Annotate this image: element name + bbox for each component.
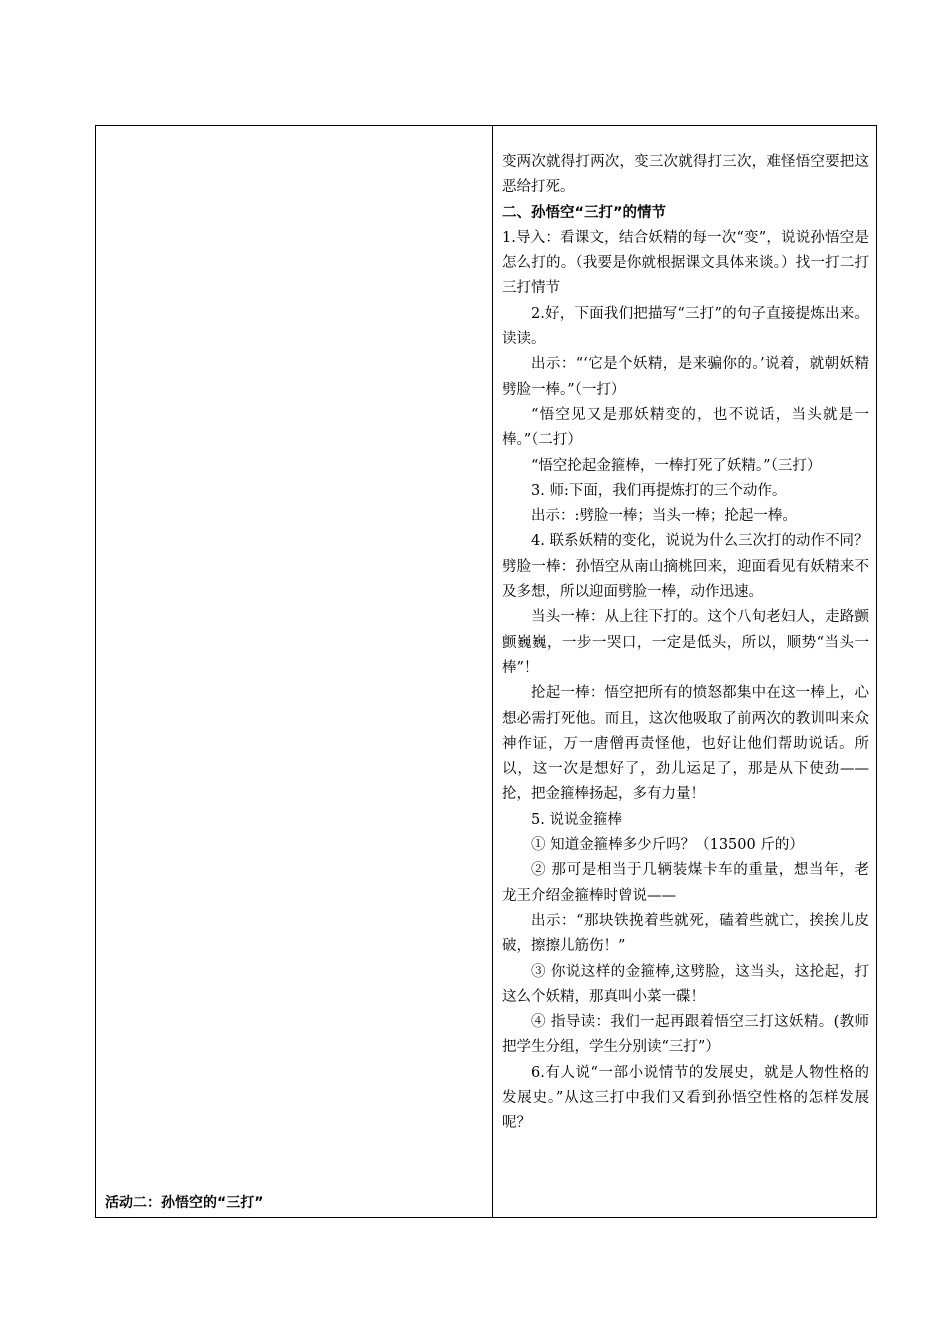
paragraph: 抡起一棒：悟空把所有的愤怒都集中在这一棒上，心想必需打死他。而且，这次他吸取了前两次的教训叫来众神作证，万一唐僧再责怪他，也好让他们帮助说话。所以，这一次是想好了，劲儿运足了，那是从下使劲——抡，把金箍棒扬起，多有力量！ bbox=[502, 685, 869, 803]
lesson-content bbox=[493, 126, 876, 1137]
paragraph: ④ 指导读：我们一起再跟着悟空三打这妖精。(教师把学生分组，学生分别读“三打”） bbox=[502, 1014, 869, 1056]
content-cell bbox=[493, 126, 877, 1218]
table-row bbox=[96, 126, 877, 1218]
paragraph: ③ 你说这样的金箍棒,这劈脸，这当头，这抡起，打这么个妖精，那真叫小菜一碟！ bbox=[502, 963, 869, 1005]
paragraph: ② 那可是相当于几辆装煤卡车的重量，想当年，老龙王介绍金箍棒时曾说—— bbox=[502, 862, 869, 904]
paragraph: ① 知道金箍棒多少斤吗？（13500 斤的） bbox=[531, 837, 804, 854]
paragraph: 5. 说说金箍棒 bbox=[531, 811, 622, 828]
paragraph: 当头一棒：从上往下打的。这个八旬老妇人，走路颤颤巍巍，一步一哭口，一定是低头，所以，顺势“当头一棒”！ bbox=[502, 609, 869, 676]
paragraph: 出示：“‘它是个妖精，是来骗你的。’说着，就朝妖精劈脸一棒。”（一打） bbox=[502, 356, 869, 398]
paragraph: “悟空抡起金箍棒，一棒打死了妖精。”（三打） bbox=[531, 457, 822, 474]
paragraph: 变两次就得打两次，变三次就得打三次，难怪悟空要把这恶给打死。 bbox=[502, 154, 869, 196]
activity-cell bbox=[96, 126, 493, 1218]
paragraph: 6.有人说“一部小说情节的发展史，就是人物性格的发展史。”从这三打中我们又看到孙悟空性格的怎样发展呢？ bbox=[502, 1064, 869, 1132]
paragraph: “悟空见又是那妖精变的，也不说话，当头就是一棒。”（二打） bbox=[502, 406, 869, 449]
activity-title: 活动二：孙悟空的“三打” bbox=[105, 1195, 264, 1211]
lesson-table bbox=[95, 125, 877, 1218]
paragraph: 4. 联系妖精的变化，说说为什么三次打的动作不同？ bbox=[531, 533, 869, 550]
paragraph: 2.好，下面我们把描写“三打”的句子直接提炼出来。读读。 bbox=[502, 305, 869, 348]
section-heading: 二、孙悟空“三打”的情节 bbox=[502, 204, 667, 221]
paragraph: 1.导入：看课文，结合妖精的每一次“变”，说说孙悟空是怎么打的。（我要是你就根据课文具体来谈。）找一打二打三打情节 bbox=[502, 229, 869, 297]
paragraph: 3. 师:下面，我们再提炼打的三个动作。 bbox=[531, 482, 787, 499]
paragraph: 出示：:劈脸一棒；当头一棒；抡起一棒。 bbox=[531, 508, 797, 525]
paragraph: 劈脸一棒：孙悟空从南山摘桃回来，迎面看见有妖精来不及多想，所以迎面劈脸一棒，动作迅速。 bbox=[502, 558, 869, 601]
paragraph: 出示：“那块铁挽着些就死，磕着些就亡，挨挨儿皮破，擦擦儿筋伤！” bbox=[502, 912, 869, 955]
